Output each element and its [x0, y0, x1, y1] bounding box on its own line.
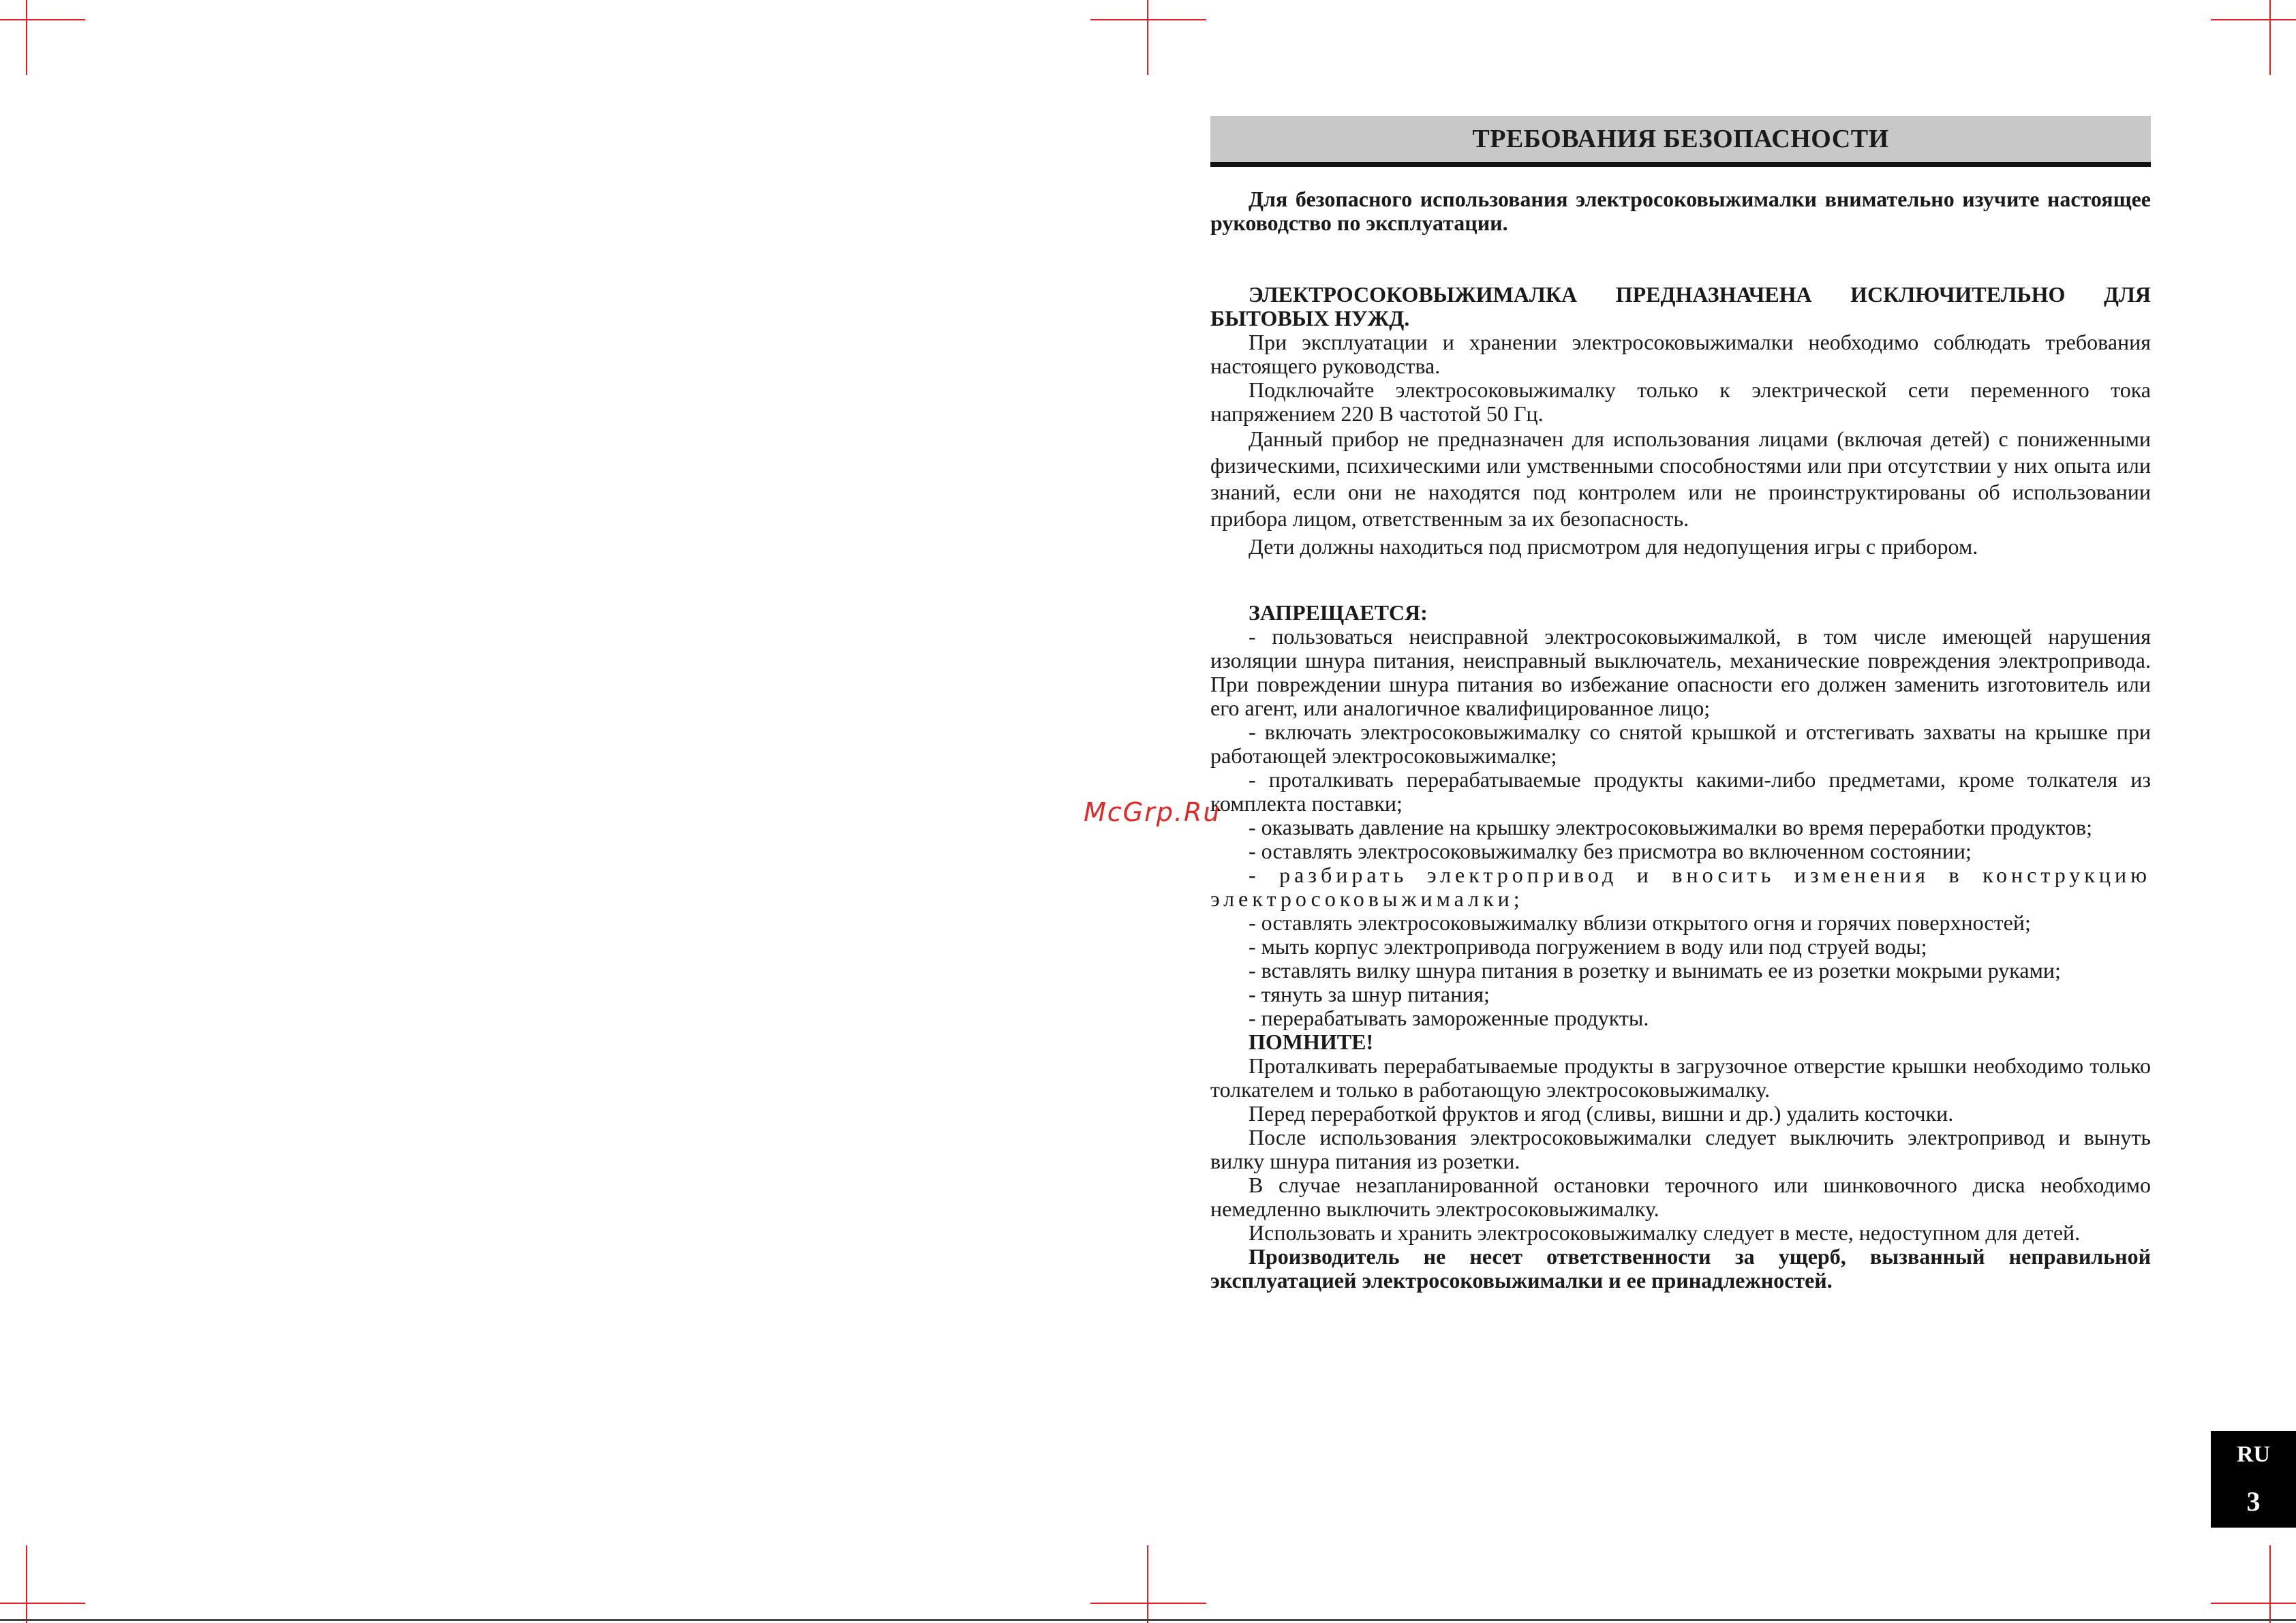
- list-item: - мыть корпус электропривода погружением в воду или под струей воды;: [1249, 934, 1927, 959]
- list-item: Проталкивать перерабатываемые продукты в загрузочное отверстие крышки необходимо только толкателем и только в работающую электросоковыжималку.: [1210, 1053, 2151, 1102]
- list-item: После использования электросоковыжималки следует выключить электропривод и вынуть вилку шнура питания из розетки.: [1210, 1125, 2151, 1173]
- bottom-divider: [0, 1619, 2296, 1621]
- prohibited-heading: ЗАПРЕЩАЕТСЯ:: [1249, 600, 1428, 625]
- section-header: [1210, 116, 2151, 167]
- list-item: - оставлять электросоковыжималку без присмотра во включенном состоянии;: [1249, 839, 1972, 863]
- list-item: - перерабатывать замороженные продукты.: [1249, 1006, 1649, 1030]
- page-title: ТРЕБОВАНИЯ БЕЗОПАСНОСТИ: [1472, 125, 1889, 153]
- crop-mark: [1090, 1603, 1206, 1604]
- crop-mark: [0, 19, 85, 20]
- document-body: [1210, 187, 2151, 1293]
- crop-mark: [1147, 0, 1148, 75]
- list-item: - тянуть за шнур питания;: [1249, 982, 1490, 1006]
- crop-mark: [0, 1603, 85, 1604]
- list-item: В случае незапланированной остановки терочного или шинковочного диска необходимо немедленно выключить электросоковыжималку.: [1210, 1173, 2151, 1221]
- crop-mark: [26, 0, 27, 75]
- paragraph: При эксплуатации и хранении электросоковыжималки необходимо соблюдать требования настоящего руководства.: [1210, 330, 2151, 378]
- list-item: Перед переработкой фруктов и ягод (сливы, вишни и др.) удалить косточки.: [1249, 1101, 1954, 1126]
- crop-mark: [2211, 1603, 2296, 1604]
- remember-heading: ПОМНИТЕ!: [1249, 1030, 1374, 1054]
- list-item: - включать электросоковыжималку со снятой крышкой и отстегивать захваты на крышке при работающей электросоковыжималке;: [1210, 720, 2151, 768]
- list-item: - разбирать электропривод и вносить изменения в конструкцию электросоковыжималки;: [1210, 863, 2151, 911]
- list-item: - оказывать давление на крышку электросоковыжималки во время переработки продуктов;: [1249, 815, 2092, 839]
- page-number-tab: [2211, 1431, 2296, 1528]
- language-label: RU: [2236, 1441, 2271, 1467]
- crop-mark: [1147, 1545, 1148, 1623]
- page-number: 3: [2246, 1485, 2261, 1517]
- list-item: - оставлять электросоковыжималку вблизи открытого огня и горячих поверхностей;: [1249, 910, 2031, 935]
- paragraph: Данный прибор не предназначен для использования лицами (включая детей) с пониженными физическими, психическими или умственными способностями или при отсутствии у них опыта или знаний, если они не находятся под контролем или не проинструктированы об использовании прибора лицом, ответственным за их безопасность.: [1210, 427, 2151, 531]
- crop-mark: [26, 1545, 27, 1623]
- crop-mark: [2269, 1545, 2271, 1623]
- paragraph: Подключайте электросоковыжималку только к электрической сети переменного тока напряжением 220 В частотой 50 Гц.: [1210, 377, 2151, 426]
- list-item: - вставлять вилку шнура питания в розетку и вынимать ее из розетки мокрыми руками;: [1249, 958, 2061, 983]
- list-item: Использовать и хранить электросоковыжималку следует в месте, недоступном для детей.: [1249, 1220, 2081, 1245]
- crop-mark: [2211, 19, 2296, 20]
- watermark: McGrp.Ru: [1084, 797, 1221, 827]
- crop-mark: [2269, 0, 2271, 75]
- purpose-heading: ЭЛЕКТРОСОКОВЫЖИМАЛКА ПРЕДНАЗНАЧЕНА ИСКЛЮЧИТЕЛЬНО ДЛЯ БЫТОВЫХ НУЖД.: [1210, 282, 2151, 330]
- list-item: - пользоваться неисправной электросоковыжималкой, в том числе имеющей нарушения изоляции шнура питания, неисправный выключатель, механические повреждения электропривода. При повреждении шнура питания во избежание опасности его должен заменить изготовитель или его агент, или аналогичное квалифицированное лицо;: [1210, 624, 2151, 720]
- intro-paragraph: Для безопасного использования электросоковыжималки внимательно изучите настоящее руководство по эксплуатации.: [1210, 187, 2151, 235]
- disclaimer-paragraph: Производитель не несет ответственности за ущерб, вызванный неправильной эксплуатацией электросоковыжималки и ее принадлежностей.: [1210, 1244, 2151, 1293]
- crop-mark: [1090, 19, 1206, 20]
- list-item: - проталкивать перерабатываемые продукты какими-либо предметами, кроме толкателя из комплекта поставки;: [1210, 767, 2151, 816]
- paragraph: Дети должны находиться под присмотром для недопущения игры с прибором.: [1249, 534, 1978, 559]
